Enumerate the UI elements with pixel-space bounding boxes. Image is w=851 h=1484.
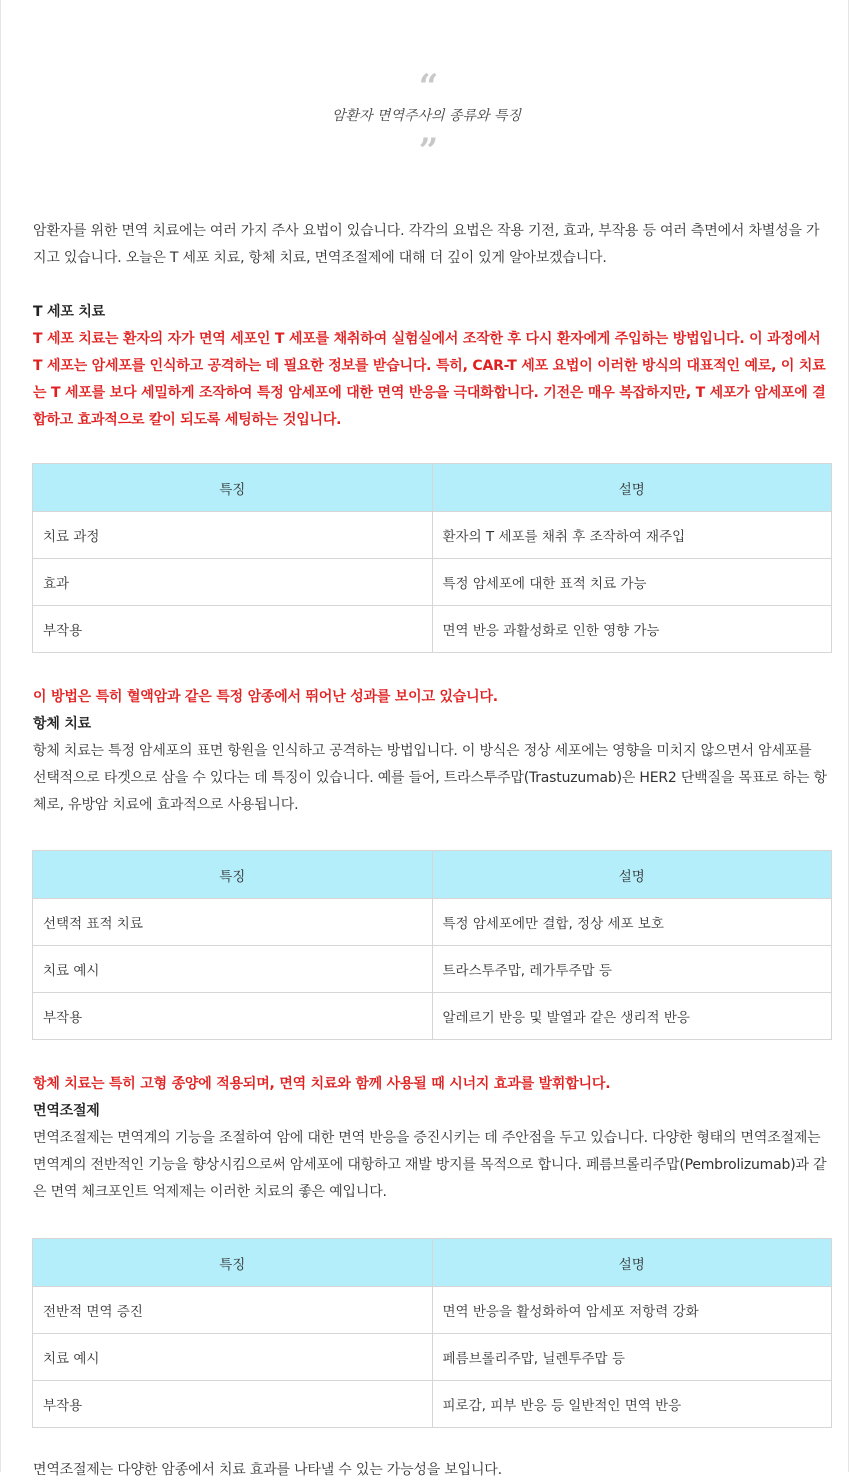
table-cell: 전반적 면역 증진	[33, 1287, 433, 1334]
section-title-antibody: 항체 치료	[33, 716, 91, 732]
table-row	[33, 1287, 832, 1334]
section-note-t-cell: 이 방법은 특히 혈액암과 같은 특정 암종에서 뛰어난 성과를 보이고 있습니다.	[33, 689, 498, 705]
table-row	[33, 559, 832, 606]
section-title-t-cell: T 세포 치료	[33, 304, 105, 320]
table-cell: 선택적 표적 치료	[33, 899, 433, 946]
table-header-row	[33, 464, 832, 512]
table-row	[33, 1381, 832, 1428]
section-body-antibody: 항체 치료는 특정 암세포의 표면 항원을 인식하고 공격하는 방법입니다. 이 방식은 정상 세포에는 영향을 미치지 않으면서 암세포를 선택적으로 타겟으로 삼을 수 있다는 데 특징이 있습니다. 예를 들어, 트라스투주맙(Trastuzumab)은 HER2 단백질을 목표로 하는 항체로, 유방암 치료에 효과적으로 사용됩니다.	[33, 743, 827, 813]
table-header-row	[33, 1239, 832, 1287]
table-cell: 트라스투주맙, 레가투주맙 등	[432, 946, 832, 993]
table-row	[33, 993, 832, 1040]
table-row	[33, 946, 832, 993]
open-quote-icon: “	[418, 67, 435, 107]
table-cell: 면역 반응 과활성화로 인한 영향 가능	[432, 606, 832, 653]
table-antibody	[32, 850, 832, 1040]
table-header-feature: 특징	[33, 1239, 433, 1287]
section-body-immunomodulator: 면역조절제는 면역계의 기능을 조절하여 암에 대한 면역 반응을 증진시키는 데 주안점을 두고 있습니다. 다양한 형태의 면역조절제는 면역계의 전반적인 기능을 향상시킴으로써 암세포에 대항하고 재발 방지를 목적으로 합니다. 페름브롤리주맙(Pembrolizumab)과 같은 면역 체크포인트 억제제는 이러한 치료의 좋은 예입니다.	[33, 1130, 827, 1200]
table-cell: 치료 과정	[33, 512, 433, 559]
table-row	[33, 1334, 832, 1381]
table-cell: 치료 예시	[33, 946, 433, 993]
table-cell: 페름브롤리주맙, 닐렌투주맙 등	[432, 1334, 832, 1381]
section-note-antibody: 항체 치료는 특히 고형 종양에 적용되며, 면역 치료와 함께 사용될 때 시너지 효과를 발휘합니다.	[33, 1076, 611, 1092]
blockquote	[1, 67, 851, 171]
table-row	[33, 512, 832, 559]
table-cell: 특정 암세포에 대한 표적 치료 가능	[432, 559, 832, 606]
closing-paragraph: 면역조절제는 다양한 암종에서 치료 효과를 나타낼 수 있는 가능성을 보입니다.	[33, 1462, 502, 1478]
table-t-cell	[32, 463, 832, 653]
article-content	[33, 218, 828, 1484]
table-cell: 부작용	[33, 993, 433, 1040]
table-row	[33, 606, 832, 653]
table-cell: 알레르기 반응 및 발열과 같은 생리적 반응	[432, 993, 832, 1040]
table-header-description: 설명	[432, 464, 832, 512]
table-header-feature: 특징	[33, 851, 433, 899]
section-title-immunomodulator: 면역조절제	[33, 1103, 100, 1119]
table-header-description: 설명	[432, 1239, 832, 1287]
table-cell: 특정 암세포에만 결합, 정상 세포 보호	[432, 899, 832, 946]
quote-title: 암환자 면역주사의 종류와 특징	[331, 108, 522, 124]
table-cell: 효과	[33, 559, 433, 606]
close-quote-icon: ”	[418, 131, 435, 171]
table-cell: 치료 예시	[33, 1334, 433, 1381]
table-cell: 환자의 T 세포를 채취 후 조작하여 재주입	[432, 512, 832, 559]
table-immunomodulator	[32, 1238, 832, 1428]
table-cell: 면역 반응을 활성화하여 암세포 저항력 강화	[432, 1287, 832, 1334]
table-cell: 부작용	[33, 1381, 433, 1428]
intro-paragraph: 암환자를 위한 면역 치료에는 여러 가지 주사 요법이 있습니다. 각각의 요법은 작용 기전, 효과, 부작용 등 여러 측면에서 차별성을 가지고 있습니다. 오늘은 T 세포 치료, 항체 치료, 면역조절제에 대해 더 깊이 있게 알아보겠습니다.	[33, 223, 820, 266]
table-header-description: 설명	[432, 851, 832, 899]
table-header-feature: 특징	[33, 464, 433, 512]
table-header-row	[33, 851, 832, 899]
table-cell: 부작용	[33, 606, 433, 653]
table-row	[33, 899, 832, 946]
section-body-t-cell: T 세포 치료는 환자의 자가 면역 세포인 T 세포를 채취하여 실험실에서 조작한 후 다시 환자에게 주입하는 방법입니다. 이 과정에서 T 세포는 암세포를 인식하고 공격하는 데 필요한 정보를 받습니다. 특히, CAR-T 세포 요법이 이러한 방식의 대표적인 예로, 이 치료는 T 세포를 보다 세밀하게 조작하여 특정 암세포에 대한 면역 반응을 극대화합니다. 기전은 매우 복잡하지만, T 세포가 암세포에 결합하고 효과적으로 칼이 되도록 세팅하는 것입니다.	[33, 331, 826, 428]
table-cell: 피로감, 피부 반응 등 일반적인 면역 반응	[432, 1381, 832, 1428]
